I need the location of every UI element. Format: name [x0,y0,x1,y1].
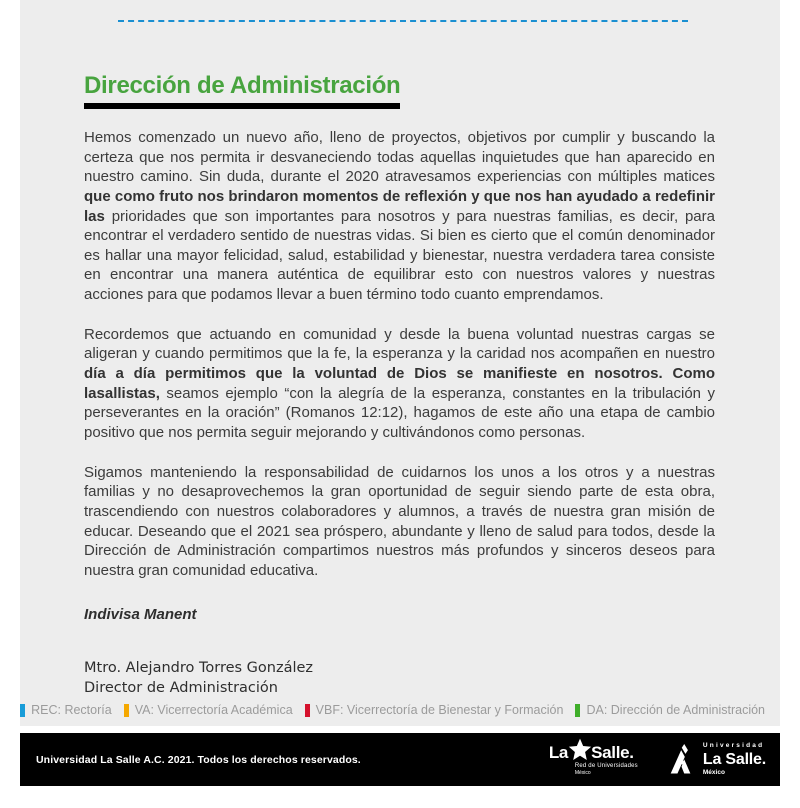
body-paragraph-1 [84,128,715,305]
legend-color-va [124,704,129,717]
legend [20,703,765,717]
lasalle-network-logo [549,743,638,776]
network-word-salle: Salle. [591,742,634,762]
article-title: Dirección de Administración [84,72,400,109]
legend-label-da: DA: Dirección de Administración [586,703,765,717]
university-logo-top: Universidad [702,742,765,749]
top-dashed-divider [118,20,688,22]
legend-item-va [124,703,293,717]
star-icon [567,737,593,763]
legend-item-da [575,703,765,717]
paragraph-1-bold-text: que como fruto nos brindaron momentos de reflexión y que nos han ayudado a redefinir las [84,187,715,225]
body-paragraph-3 [84,463,715,581]
legend-item-rec [20,703,112,717]
university-logo-text [703,743,766,776]
network-word-la: La [548,742,569,762]
paragraph-2-text: Recordemos que actuando en comunidad y desde la buena voluntad nuestras cargas se aligeran y cuando permitimos que la fe, la esperanza y la caridad nos acompañen en nuestro [84,325,715,363]
paragraph-2-bold-text: día a día permitimos que la voluntad de Dios se manifieste en nosotros. Como lasallistas, [84,365,715,402]
paragraph-3-text: Sigamos manteniendo la responsabilidad de cuidarnos los unos a los otros y a nuestras familias y no desaprovechemos la gran oportunidad de seguir siendo parte de esta obra, trascendiendo con nuestros colaboradores y alumnos, a través de nuestra gran misión de educar. Deseando que el 2021 sea próspero, abundante y lleno de salud para todos, desde la Dirección de Administración compartimos nuestros más profundos y sinceros deseos para nuestra gran comunidad educativa. [84,463,715,579]
motto-text: Indivisa Manent [84,606,197,624]
legend-color-vbf [305,704,310,717]
article [84,72,715,699]
copyright-text: Universidad La Salle A.C. 2021. Todos los derechos reservados. [36,753,361,766]
university-logo-name: La Salle. [702,750,766,768]
body-paragraph-2 [84,325,715,443]
footer-bar [20,733,780,786]
paragraph-2-text-continued: seamos ejemplo “con la alegría de la esperanza, constantes en la tribulación y perseverantes en la oración” (Romanos 12:12), hagamos de este año una etapa de cambio positivo que nos permita seguir mejorando y cultivándonos como personas. [84,384,715,441]
signature-name: Mtro. Alejandro Torres González [84,660,314,677]
signature-block [84,659,715,698]
legend-color-rec [20,704,25,717]
footer-logos [549,743,766,776]
paragraph-1-text-continued: prioridades que son importantes para nosotros y para nuestras familias, es decir, para encontrar el verdadero sentido de nuestras vidas. Si bien es cierto que el común denominador es hallar una mayor felicidad, salud, estabilidad y bienestar, nuestra verdadera tarea consiste en encontrar una manera auténtica de equilibrar esto con nuestros valores y nuestras acciones para que podamos llevar a buen término todo cuanto emprendamos. [84,207,715,304]
legend-label-vbf: VBF: Vicerrectoría de Bienestar y Formación [315,703,564,717]
network-logo-subtitle: Red de Universidades [574,763,638,769]
lasalle-university-logo [668,743,766,776]
signature-title: Director de Administración [84,680,278,697]
legend-label-va: VA: Vicerrectoría Académica [134,703,293,717]
paragraph-1-text: Hemos comenzado un nuevo año, lleno de proyectos, objetivos por cumplir y buscando la certeza que nos permita ir desvaneciendo todas aquellas inquietudes que han aparecido en nuestro camino. Sin duda, durante el 2020 atravesamos experiencias con múltiples matices [84,129,715,186]
network-logo-country: México [574,770,591,776]
university-logo-country: México [702,768,725,776]
lasalle-network-wordmark [549,743,634,761]
legend-label-rec: REC: Rectoría [31,703,112,717]
lasalle-emblem-icon [668,744,698,776]
legend-item-vbf [305,703,564,717]
legend-color-da [575,704,580,717]
page-panel [20,0,780,726]
